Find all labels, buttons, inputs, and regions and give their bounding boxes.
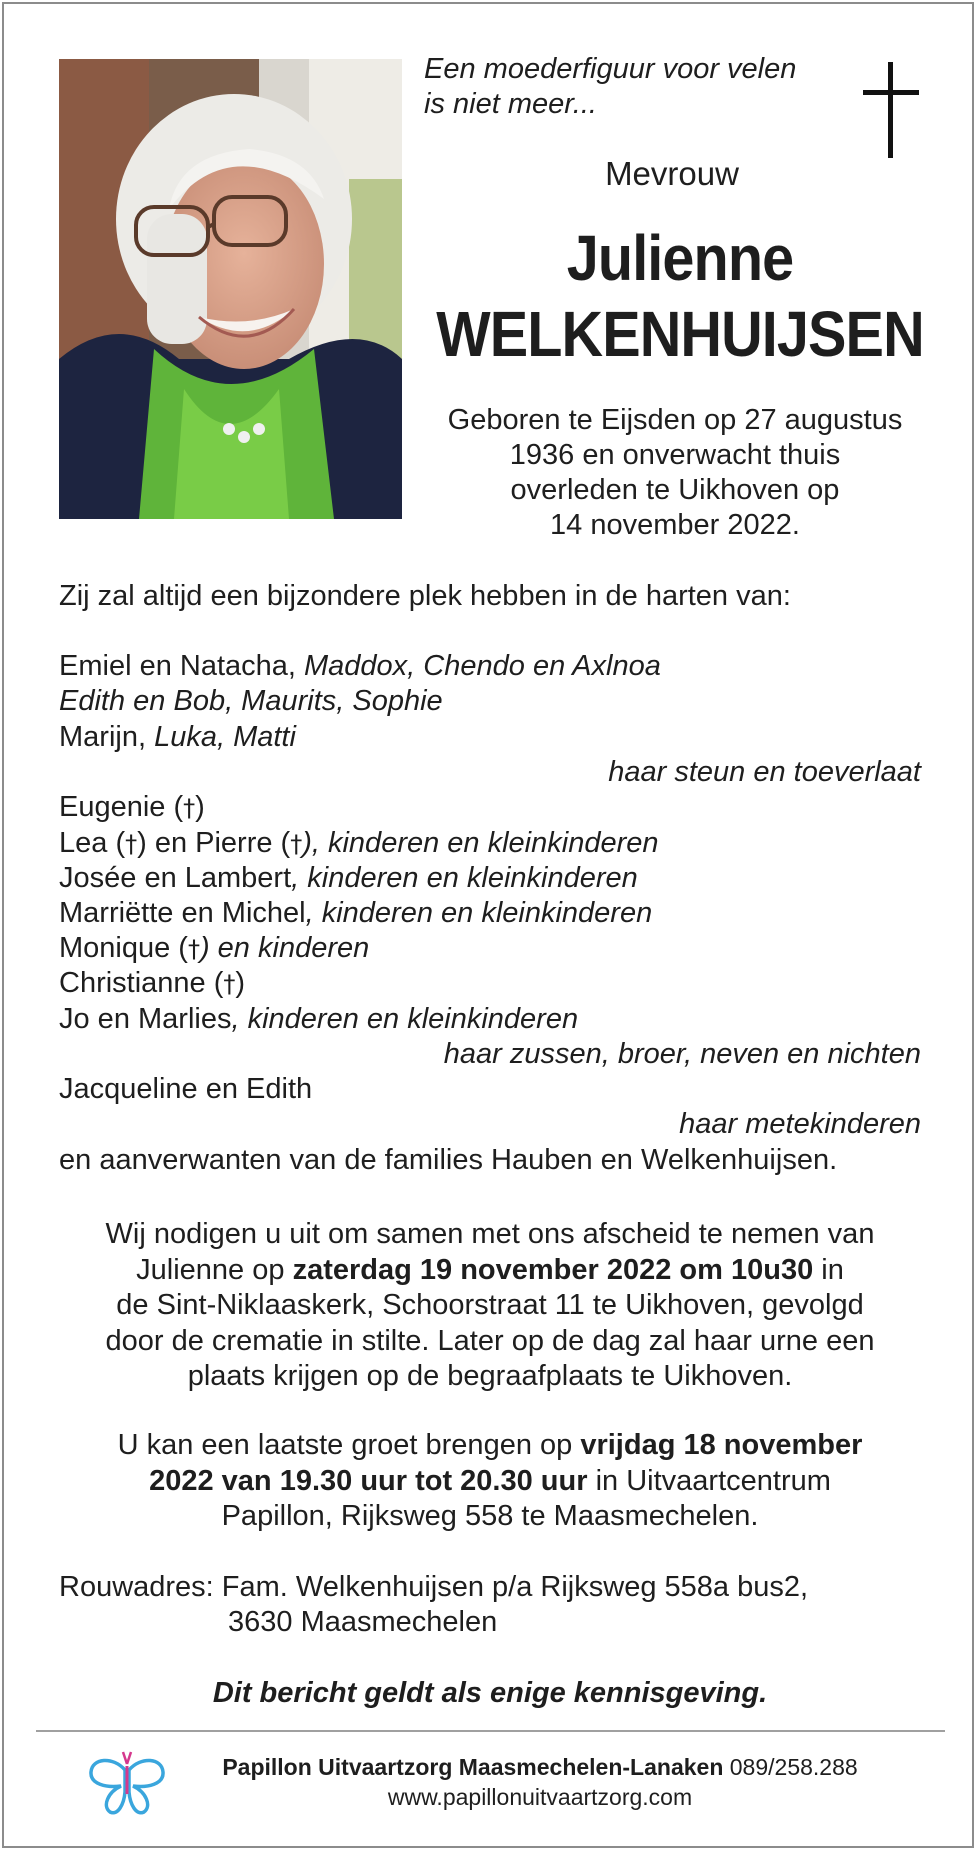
mourning-address: Rouwadres: Fam. Welkenhuijsen p/a Rijksweg 558a bus2, [59, 1571, 809, 1603]
family-relation: haar metekinderen [679, 1108, 921, 1140]
cross-glyph: † [223, 970, 236, 998]
family-text: Jo en Marlies [59, 1003, 232, 1035]
ceremony-line [40, 1253, 940, 1289]
born-line: 1936 en onverwacht thuis [509, 439, 841, 471]
visit-line [40, 1464, 940, 1500]
family-line: Edith en Bob, Maurits, Sophie [59, 685, 443, 717]
visit-time: 2022 van 19.30 uur tot 20.30 uur [149, 1464, 588, 1497]
mourning-address-city: 3630 Maasmechelen [228, 1606, 498, 1638]
born-line: Geboren te Eijsden op 27 augustus [447, 404, 903, 436]
family-text: ) [195, 791, 205, 823]
family-text: Christianne ( [59, 967, 224, 999]
portrait-photo [59, 59, 402, 519]
visit-text: U kan een laatste groet brengen op [117, 1429, 581, 1461]
family-text: ) [235, 967, 246, 999]
first-name: Julienne [566, 222, 794, 294]
cross-glyph: † [125, 830, 138, 858]
family-text-italic: , kinderen en kleinkinderen [291, 862, 638, 894]
born-line: 14 november 2022. [550, 509, 800, 541]
family-line [59, 790, 205, 827]
family-text: Eugenie ( [59, 791, 184, 823]
family-line [59, 720, 296, 756]
cross-glyph: † [183, 794, 196, 822]
family-text-italic: , kinderen en kleinkinderen [305, 897, 653, 929]
quote-line: Een moederfiguur voor velen [424, 53, 797, 85]
family-text-italic: ) en kinderen [199, 932, 370, 964]
footer-divider [36, 1730, 945, 1732]
family-line [59, 649, 661, 685]
ceremony-line: Wij nodigen u uit om samen met ons afscheid te nemen van [105, 1218, 875, 1250]
born-line: overleden te Uikhoven op [510, 474, 840, 506]
family-text-italic: ), kinderen en kleinkinderen [302, 827, 659, 859]
quote-line: is niet meer... [424, 88, 597, 120]
company-name: Papillon Uitvaartzorg Maasmechelen-Lanaken [222, 1754, 724, 1780]
family-text-italic: Luka, Matti [154, 721, 296, 753]
family-line [59, 1002, 578, 1038]
notice: Dit bericht geldt als enige kennisgeving. [212, 1677, 768, 1709]
visit-line: Papillon, Rijksweg 558 te Maasmechelen. [221, 1500, 759, 1532]
ceremony-paragraph [40, 1217, 940, 1395]
family-text: Josée en Lambert [59, 862, 292, 894]
cross-glyph: † [290, 830, 303, 858]
visit-text: in Uitvaartcentrum [587, 1464, 831, 1497]
family-text: Emiel en Natacha, [59, 650, 305, 682]
company-line [180, 1752, 900, 1782]
ceremony-line: plaats krijgen op de begraafplaats te Uikhoven. [187, 1360, 793, 1392]
ceremony-line: door de crematie in stilte. Later op de dag zal haar urne een [105, 1324, 875, 1357]
birth-death-info [420, 403, 930, 543]
company-website[interactable]: www.papillonuitvaartzorg.com [387, 1784, 693, 1810]
visit-date: vrijdag 18 november [580, 1429, 863, 1461]
family-text: Marijn, [59, 721, 155, 753]
funeral-home-info [180, 1752, 900, 1812]
ceremony-line: de Sint-Niklaaskerk, Schoorstraat 11 te Uikhoven, gevolgd [116, 1289, 864, 1321]
cross-glyph: † [187, 935, 200, 963]
family-text: Lea ( [59, 827, 126, 859]
family-line: en aanverwanten van de families Hauben en Welkenhuijsen. [59, 1144, 838, 1176]
family-text: Monique ( [59, 932, 188, 964]
family-line [59, 931, 369, 968]
family-text-italic: Maddox, Chendo en Axlnoa [304, 650, 661, 682]
family-line [59, 966, 245, 1003]
family-line [59, 861, 638, 897]
family-text-italic: , kinderen en kleinkinderen [231, 1003, 579, 1035]
ceremony-text: in [813, 1253, 844, 1286]
opening-quote [424, 52, 796, 122]
ceremony-date: zaterdag 19 november 2022 om 10u30 [292, 1253, 814, 1286]
family-text: ) en Pierre ( [137, 827, 291, 859]
visit-line [40, 1428, 940, 1464]
family-line: Jacqueline en Edith [59, 1073, 313, 1105]
butterfly-logo-icon [88, 1748, 166, 1818]
last-name: WELKENHUIJSEN [436, 298, 924, 370]
family-line [59, 896, 652, 932]
family-text: Marriëtte en Michel [59, 897, 306, 929]
visitation-paragraph [40, 1428, 940, 1535]
cross-icon [863, 62, 919, 158]
family-relation: haar steun en toeverlaat [608, 756, 921, 788]
intro-line: Zij zal altijd een bijzondere plek hebben in de harten van: [59, 580, 791, 612]
company-phone: 089/258.288 [723, 1754, 858, 1780]
family-relation: haar zussen, broer, neven en nichten [443, 1038, 921, 1070]
family-line [59, 826, 659, 863]
honorific: Mevrouw [605, 155, 739, 192]
ceremony-text: Julienne op [136, 1253, 293, 1286]
